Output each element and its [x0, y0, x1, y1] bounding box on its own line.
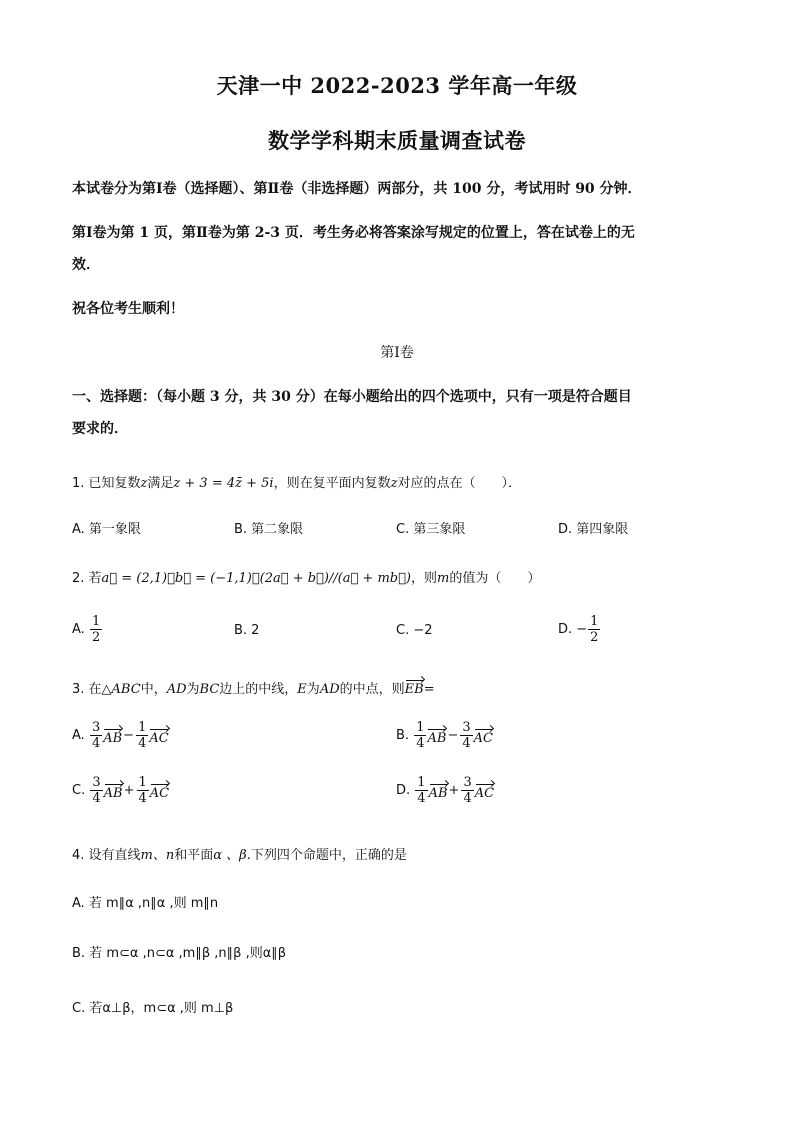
q2-option-d[interactable]: D. − $\frac{1}{2}$	[558, 614, 599, 645]
q2-option-b[interactable]: B. 2	[234, 623, 260, 638]
q3-option-c[interactable]: C. $\frac{3}{4}$ AB + $\frac{1}{4}$ AC	[72, 775, 170, 806]
part1-instructions-1: 一、选择题：（每小题 3 分，共 30 分）在每小题给出的四个选项中，只有一项是符合题目	[72, 389, 632, 405]
section-heading: 第Ⅰ卷	[380, 345, 414, 361]
question-2-stem: 2. 若a⃗ = (2,1)，b⃗ = (−1,1)，(2a⃗ + b⃗)//(a⃗ + mb⃗)，则m的值为（ ）	[72, 571, 541, 586]
question-4-stem: 4. 设有直线m、n和平面α 、β.下列四个命题中，正确的是	[72, 848, 407, 863]
q1-option-d[interactable]: D. 第四象限	[558, 522, 629, 537]
q1-option-c[interactable]: C. 第三象限	[396, 522, 466, 537]
intro-line-3: 效．	[72, 257, 100, 273]
exam-title: 天津一中 2022-2023 学年高一年级	[216, 73, 578, 98]
vector-eb: EB	[405, 676, 424, 697]
question-3-stem: 3. 在△ABC中，AD为BC边上的中线，E为AD的中点，则EB=	[72, 676, 435, 697]
intro-line-2: 第Ⅰ卷为第 1 页，第Ⅱ卷为第 2-3 页．考生务必将答案涂写规定的位置上，答在试卷上的无	[72, 225, 635, 241]
question-1-stem: 1. 已知复数z满足z + 3 = 4z̄ + 5i，则在复平面内复数z对应的点在（ ）．	[72, 476, 521, 491]
good-luck-text: 祝各位考生顺利！	[72, 301, 184, 317]
intro-line-1: 本试卷分为第Ⅰ卷（选择题）、第Ⅱ卷（非选择题）两部分，共 100 分，考试用时 90 分钟．	[72, 181, 642, 197]
q1-option-b[interactable]: B. 第二象限	[234, 522, 304, 537]
q4-option-b[interactable]: B. 若 m⊂α ,n⊂α ,m∥β ,n∥β ,则α∥β	[72, 946, 287, 961]
q2-d-fraction: $\frac{1}{2}$	[590, 614, 599, 645]
exam-subtitle: 数学学科期末质量调查试卷	[268, 128, 526, 153]
q2-option-c[interactable]: C. −2	[396, 623, 433, 638]
part1-instructions-2: 要求的．	[72, 421, 128, 437]
q3-option-b[interactable]: B. $\frac{1}{4}$ AB − $\frac{3}{4}$ AC	[396, 720, 493, 751]
q1-formula: z + 3 = 4z̄ + 5i	[173, 476, 274, 491]
q2-a-fraction: $\frac{1}{2}$	[91, 614, 101, 645]
q2-option-a[interactable]: A. $\frac{1}{2}$	[72, 614, 101, 645]
q4-option-a[interactable]: A. 若 m∥α ,n∥α ,则 m∥n	[72, 896, 219, 911]
q1-var-z: z	[140, 476, 148, 491]
q2-formula: a⃗ = (2,1)，b⃗ = (−1,1)，(2a⃗ + b⃗)//(a⃗ + mb⃗)	[101, 571, 411, 586]
q3-option-a[interactable]: A. $\frac{3}{4}$ AB − $\frac{1}{4}$ AC	[72, 720, 169, 751]
q4-option-c[interactable]: C. 若α⊥β，m⊂α ,则 m⊥β	[72, 1001, 234, 1016]
q1-option-a[interactable]: A. 第一象限	[72, 522, 141, 537]
q3-option-d[interactable]: D. $\frac{1}{4}$ AB + $\frac{3}{4}$ AC	[396, 775, 495, 806]
